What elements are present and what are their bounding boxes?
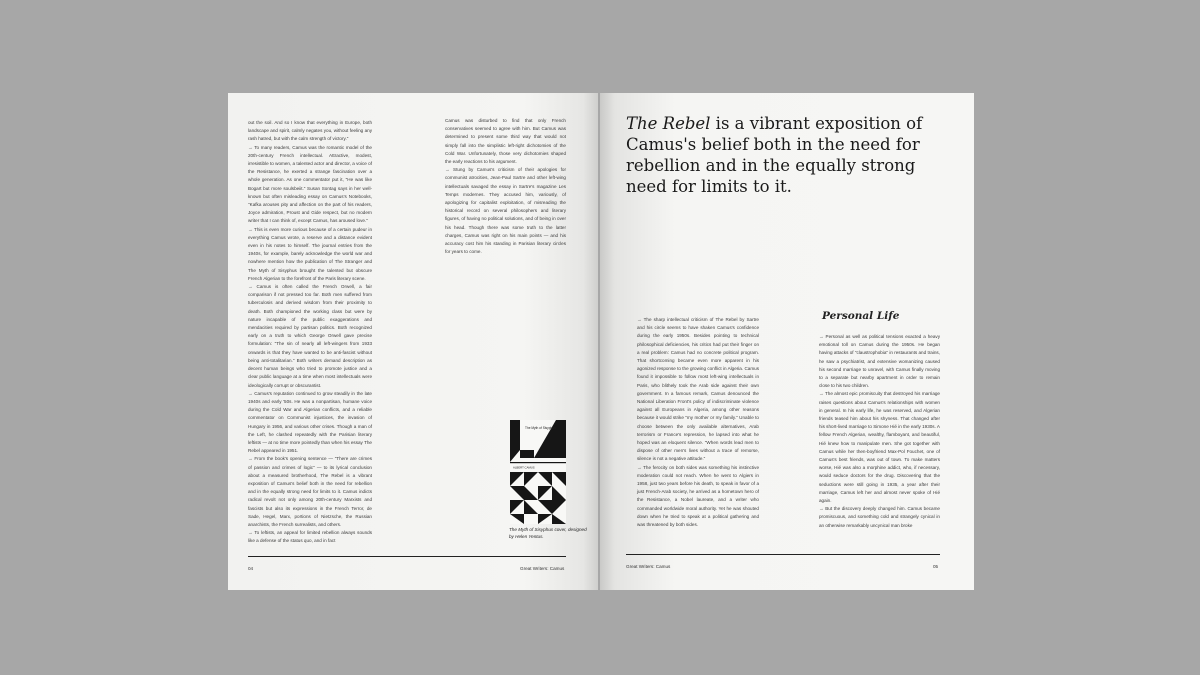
left-body-column-1: out the soil. And so I know that everything in Europe, both landscape and spirit, calmly negates you, without feeling any rash hatred, but with the calm strength of victory." → To many readers, Camus was the romantic model of the 20th-century French intellectual. Attractive, modest, irresistible to women, a talented actor and director, a voice of the Resistance, he exerted a strange fascination over a whole generation. As one commentator put it, "He was like Bogart but more soulsbeiit." Susan Sontag says in her well-known but often misleading essay on Camus's Notebooks, "Kafka arouses pity and affection on the part of his readers, Joyce admiration, Proust and Gide respect, but no modern writer that I can think of, except Camus, has aroused love." → This is even more curious because of a certain pudeur in everything Camus wrote, a reserve and a distance evident even in his notes to himself. The journal entries from the 1940s, for example, barely acknowledge the world war and nowhere mention how the publication of The Stranger and The Myth of Sisyphus brought the talented but obscure French Algerian to the forefront of the Paris literary scene. → Camus is often called the French Orwell, a fair comparison if not pressed too far. Both men suffered from tuberculosis and derived wisdom from their proximity to death. Both championed the working class but were by nature incapable of the public exaggerations and mendacities required by partisan politics. Both recognized early on a truth to which George Orwell gave precise formulation: "The sin of nearly all left-wingers from 1933 onwards is that they have wanted to be anti-fascist without being anti-totalitarian." Both writers demand description as decent human beings who tried to promote justice and a clear public language at a time when most intellectuals were ideologically corrupt or obscurantist. → Camus's reputation continued to grow steadily in the late 1940s and early '50s. He was a nonpartisan, humane voice during the Cold War and Algerian conflicts, and a reliable commentator on Communist injustices, the invasion of Hungary in 1956, and various other crises. Though a man of the Left, he clashed repeatedly with the Parisian literary leftists — at no time more pointedly than when his essay The Rebel appeared in 1951. → From the book's opening sentence — "There are crimes of passion and crimes of logic" — to its lyrical conclusion about a measured brotherhood, The Rebel is a vibrant exposition of Camus's belief both in the need for rebellion and in the equally strong need for limits to it. Camus indicts radical revolt not only among 20th-century Marxists and fascists but also its expressions in the French Terror, de Sade, Hegel, Marx, portions of Nietzsche, the Russian anarchists, the French surrealists, and others. → To leftists, an appeal for limited rebellion always sounds like a defense of the status quo, and in fact [248, 120, 372, 544]
pull-quote [626, 113, 926, 197]
right-running-footer: Great Writers: Camus [626, 564, 671, 569]
pull-quote-title: The Rebel [626, 114, 711, 133]
book-cover-image [510, 420, 566, 524]
section-title-personal-life: Personal Life [822, 310, 900, 322]
right-body-column-1: → The sharp intellectual criticism of The Rebel by Sartre and his circle seems to have shaken Camus's confidence during the early 1950s. Besides pointing to technical philosophical deficiencies, his critics had put their finger on a real problem: Camus had no concrete political program. That shortcoming became even more apparent in his agonized response to the growing conflict in Algeria. Camus found it impossible to follow most left-wing intellectuals in Paris, who blithely took the Arab side against their own government. In a famous remark, Camus denounced the National Liberation Front's policy of indiscriminate violence against all Europeans in Algeria, among other reasons because it would strike "my mother or my family." Unable to choose between the only available alternatives, Arab terrorism or France's repression, he lapsed into what he hoped was an eloquent silence. "When words lead men to dispose of other men's lives without a trace of remorse, silence is not a negative attitude." → The ferocity on both sides was something his instinctive moderation could not reach. When he went to Algiers in 1958, just two years before his death, to speak in favor of a just French-Arab society, he arrived as a hometown hero of the Resistance, a Nobel laureate, and a writer who commanded worldwide moral authority. Yet he was shouted down when he tried to speak at a political gathering and was threatened by both sides. [637, 317, 759, 528]
left-body-column-2: Camus was disturbed to find that only French conservatives seemed to agree with him. But Camus was determined to present some third way that would not simply fall into the simplistic left-right dichotomies of the Cold War. Unfortunately, those very dichotomies shaped the early reactions to his argument. → Stung by Camus's criticism of their apologies for communist atrocities, Jean-Paul Sartre and other left-wing intellectuals savaged the essay in Sartre's magazine Les Temps modernes. They accused him, variously, of apologizing for capitalist exploitation, of misreading the historical record on several philosophers and literary figures, of having no political solutions, and of being in over his head. Though there was some truth to the latter charges, Camus was right on his main points — and his accuracy cost him his standing in Parisian literary circles for years to come. [445, 118, 566, 255]
right-page [600, 93, 974, 590]
cover-title-line-1: The Myth of Sisyphus [525, 426, 556, 430]
right-body-column-2: → Personal as well as political tensions exacted a heavy emotional toll on Camus during the 1950s. He began having attacks of "claustrophobia" in restaurants and trains, he saw a psychiatrist, and extensive womanizing caused his second marriage to unravel, with Camus finally moving to a separate but nearby apartment in order to remain close to his two children. → The almost epic promiscuity that destroyed his marriage raises questions about Camus's relationships with women in general. In his early life, he was reserved, and Algerian friends teased him about his shyness. That changed after his short-lived marriage to Simone Hié in the early 1930s. A fellow French Algerian, wealthy, flamboyant, and beautiful, Hié knew how to manipulate men. She got together with Camus while her then-boyfriend Max-Pol Fouchet, one of Camus's best friends, was out of town. To make matters worse, Hié was also a morphine addict, who, if necessary, would seduce doctors for the drug. Discovering that the seductions were still going in 1935, a year after their marriage, Camus left her and almost never spoke of Hié again. → But the discovery deeply changed him. Camus became promiscuous, and something cold and strangely cynical in an otherwise remarkably uncynical man broke [819, 334, 940, 528]
cover-caption: The Myth of Sisyphus cover, designed by Helen Yentus. [509, 527, 587, 539]
right-page-number: 05 [933, 564, 939, 569]
cover-author: ALBERT CAMUS [513, 465, 535, 470]
geometric-cover-art [510, 420, 566, 524]
left-page-number: 04 [248, 566, 254, 571]
pull-quote-text: is a vibrant exposition of Camus's belief both in the need for rebellion and in the equally strong need for limits to it. [626, 114, 923, 196]
left-page [228, 93, 598, 590]
left-footer-rule [248, 556, 566, 557]
right-footer-rule [626, 554, 940, 555]
left-running-footer: Great Writers: Camus [520, 566, 565, 571]
